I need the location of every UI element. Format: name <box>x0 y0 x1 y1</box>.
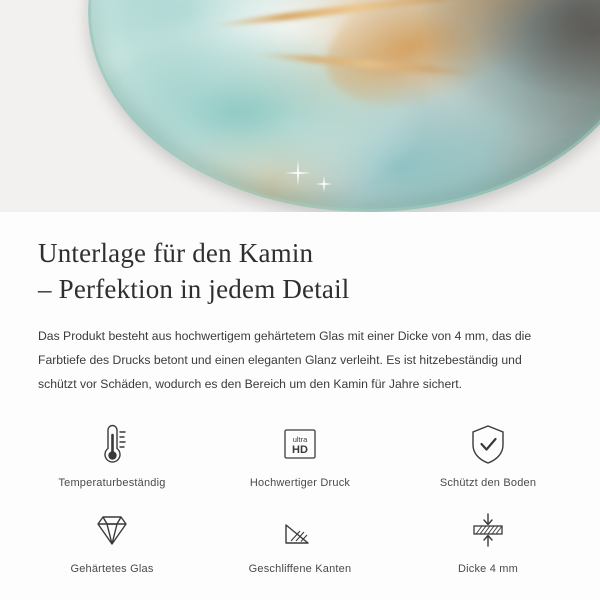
thickness-arrows-icon <box>466 507 510 553</box>
feature-label: Temperaturbeständig <box>58 476 166 489</box>
ultra-hd-icon <box>278 421 322 467</box>
content-block <box>0 212 600 397</box>
page-title <box>38 236 562 307</box>
feature-polished-edges <box>206 507 394 575</box>
feature-temperature-resistant <box>18 421 206 489</box>
page-title-line-2: – Perfektion in jedem Detail <box>38 273 350 304</box>
feature-label: Gehärtetes Glas <box>70 562 154 575</box>
feature-label: Hochwertiger Druck <box>249 476 351 489</box>
glass-edge <box>88 0 600 212</box>
glass-plate-graphic <box>88 0 600 212</box>
feature-high-quality-print <box>206 421 394 489</box>
shield-check-icon <box>466 421 510 467</box>
page-title-line-1: Unterlage für den Kamin <box>38 238 314 268</box>
hero-image <box>0 0 600 212</box>
description-text: Das Produkt besteht aus hochwertigem gehärtetem Glas mit einer Dicke von 4 mm, das die Farbtiefe des Drucks betont und einen eleganten Glanz verleiht. Es ist hitzebeständig und schützt vor Schäden, wodurch es den Bereich um den Kamin für Jahre sichert. <box>38 329 532 391</box>
svg-text:ultra: ultra <box>292 434 308 444</box>
svg-text:HD: HD <box>292 443 308 456</box>
feature-label: Schützt den Boden <box>439 476 537 489</box>
feature-tempered-glass <box>18 507 206 575</box>
feature-thickness <box>394 507 582 575</box>
diamond-icon <box>89 507 135 553</box>
feature-label: Geschliffene Kanten <box>248 562 352 575</box>
thermometer-icon <box>91 421 133 467</box>
feature-floor-protection <box>394 421 582 489</box>
feature-grid <box>0 421 600 575</box>
feature-label: Dicke 4 mm <box>457 562 519 575</box>
polished-edges-icon <box>278 507 322 553</box>
